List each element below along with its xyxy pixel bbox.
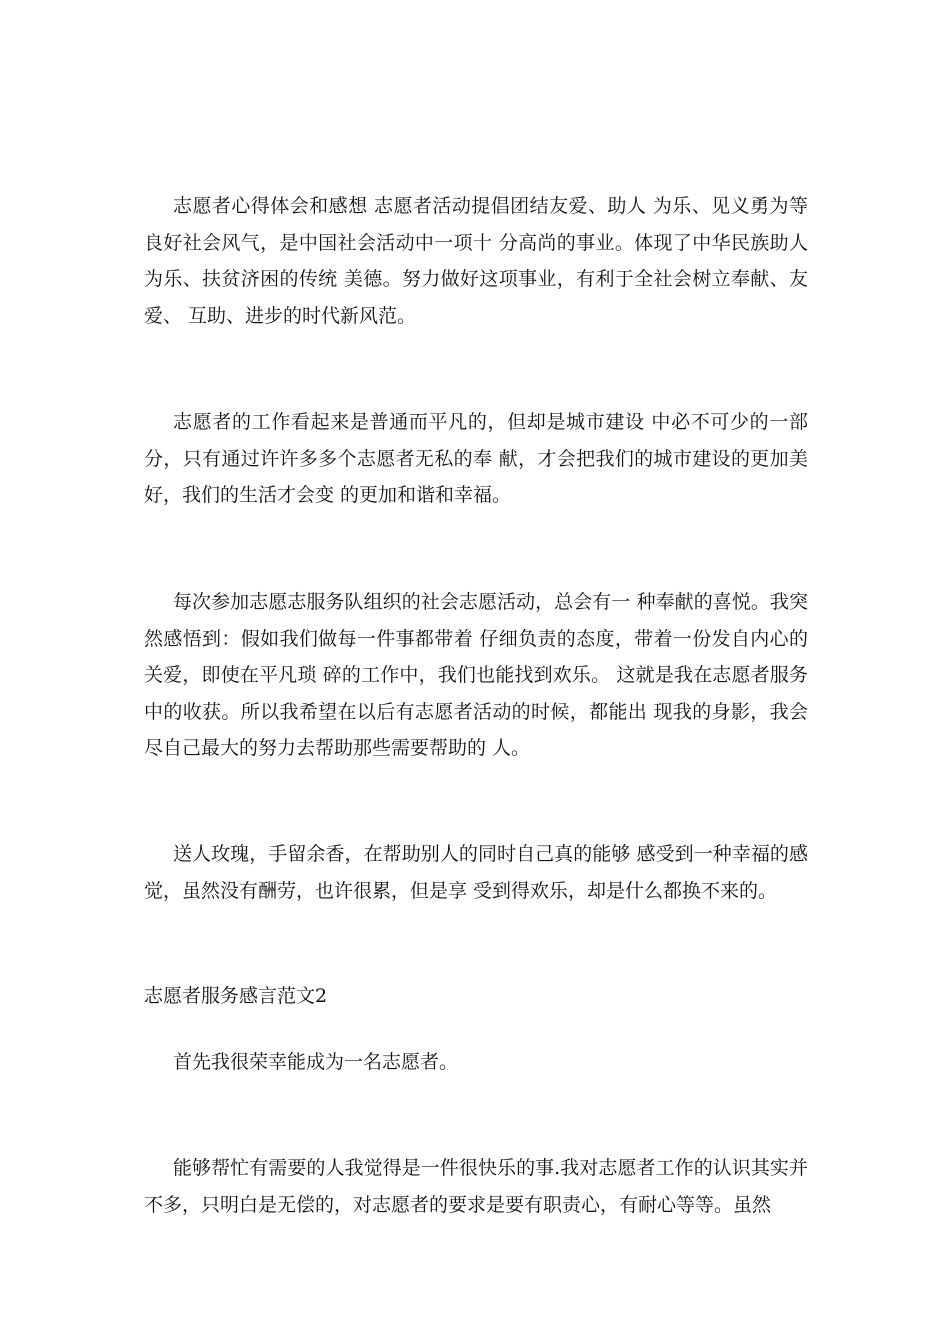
section-heading: 志愿者服务感言范文2 xyxy=(144,985,328,1007)
paragraph-5: 首先我很荣幸能成为一名志愿者。 xyxy=(173,1051,459,1073)
paragraph-3: 每次参加志愿志服务队组织的社会志愿活动，总会有一 种奉献的喜悦。我突然感悟到：假如我们做每一件事都带着 仔细负责的态度，带着一份发自内心的关爱，即使在平凡琐 碎的工作中，我们也能找到欢乐。 这就是我在志愿者服务 中的收获。所以我希望在以后有志愿者活动的时候，都能出 现我的身影，我会尽自己最大的努力去帮助那些需要帮助的 人。 xyxy=(144,591,808,759)
paragraph-4: 送人玫瑰，手留余香，在帮助别人的同时自己真的能够 感受到一种幸福的感觉，虽然没有酬劳，也许很累，但是享 受到得欢乐，却是什么都换不来的。 xyxy=(144,843,808,902)
paragraph-6: 能够帮忙有需要的人我觉得是一件很快乐的事.我对志愿者工作的认识其实并不多，只明白是无偿的，对志愿者的要求是要有职责心，有耐心等等。虽然 xyxy=(144,1157,808,1216)
paragraph-1: 志愿者心得体会和感想 志愿者活动提倡团结友爱、助人 为乐、见义勇为等良好社会风气，是中国社会活动中一项十 分高尚的事业。体现了中华民族助人为乐、扶贫济困的传统 美德。努力做好这项事业，有利于全社会树立奉献、友爱、 互助、进步的时代新风范。 xyxy=(144,195,808,327)
paragraph-2: 志愿者的工作看起来是普通而平凡的，但却是城市建设 中必不可少的一部分，只有通过许许多多个志愿者无私的奉 献，才会把我们的城市建设的更加美好，我们的生活才会变 的更加和谐和幸福。 xyxy=(144,411,808,506)
